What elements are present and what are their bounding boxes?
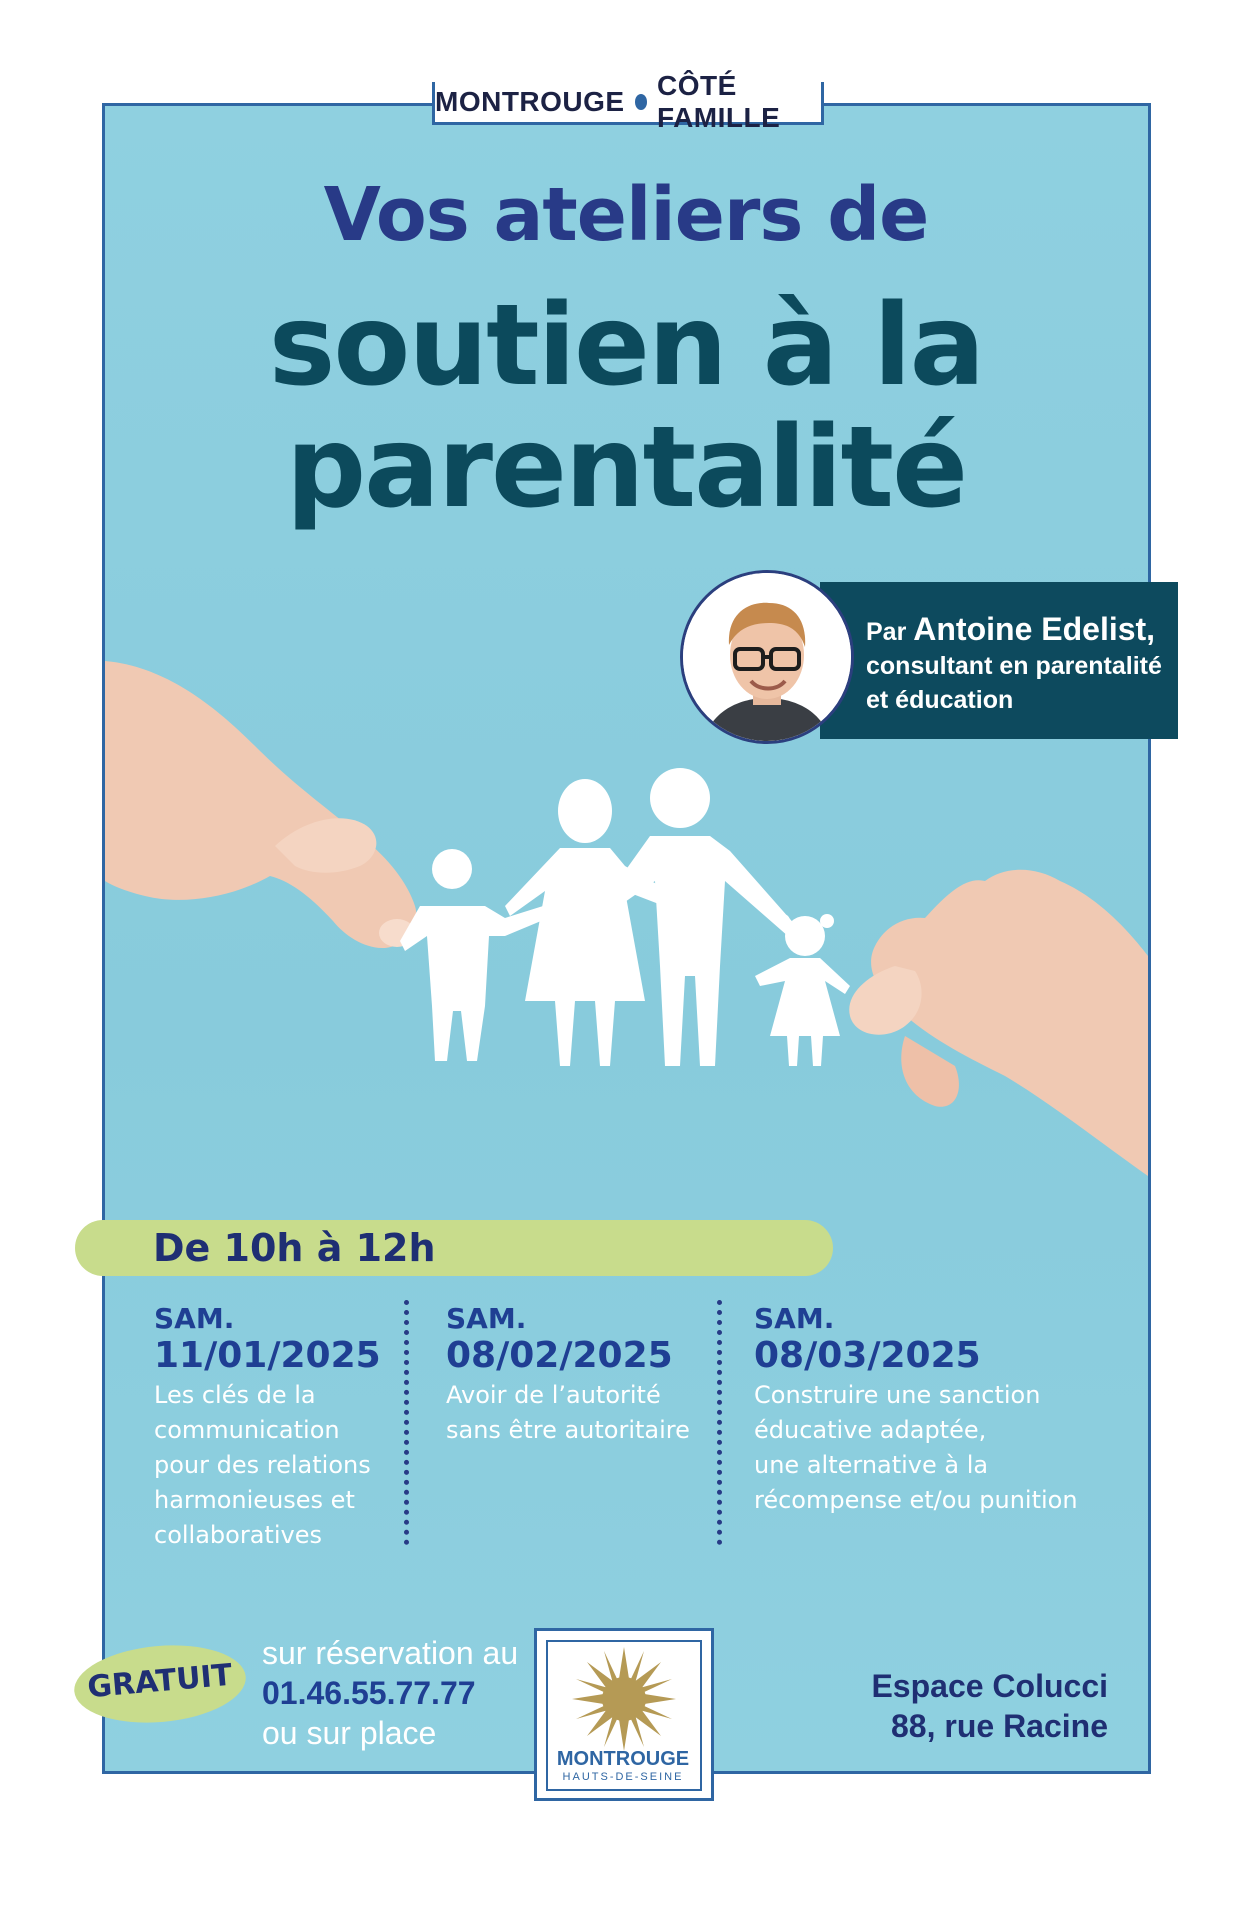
montrouge-logo <box>534 1628 714 1801</box>
speaker-role-2: et éducation <box>866 686 1014 714</box>
topic-line: harmonieuses et <box>154 1486 355 1514</box>
sun-emblem-icon <box>537 1637 711 1757</box>
session-day: SAM. <box>754 1302 835 1335</box>
session-date: 08/03/2025 <box>754 1335 981 1376</box>
topic-line: éducative adaptée, <box>754 1416 987 1444</box>
paper-family-icon <box>400 768 850 1066</box>
venue-info <box>870 1666 1108 1746</box>
session-topic <box>754 1378 1078 1518</box>
bullet-dot-icon <box>635 94 647 110</box>
topic-line: Construire une sanction <box>754 1381 1041 1409</box>
session-topic <box>154 1378 381 1553</box>
portrait-icon <box>683 573 851 741</box>
reservation-info <box>262 1633 518 1753</box>
venue-name: Espace Colucci <box>871 1668 1108 1704</box>
dotted-separator <box>717 1300 722 1545</box>
title-line-3: parentalité <box>285 403 967 533</box>
title-line-2: soutien à la <box>268 281 984 411</box>
title-line-1: Vos ateliers de <box>323 172 929 258</box>
session-day: SAM. <box>446 1302 527 1335</box>
topic-line: communication <box>154 1416 340 1444</box>
topic-line: pour des relations <box>154 1451 371 1479</box>
topic-line: collaboratives <box>154 1521 322 1549</box>
topic-line: Avoir de l’autorité <box>446 1381 661 1409</box>
logo-subtitle: HAUTS-DE-SEINE <box>562 1771 684 1783</box>
left-hand-icon <box>105 661 416 948</box>
session-date: 11/01/2025 <box>154 1335 381 1376</box>
logo-wordmark: MONTROUGE <box>556 1748 690 1770</box>
header-tag <box>432 70 824 133</box>
free-badge-text: GRATUIT <box>85 1657 234 1706</box>
topic-line: une alternative à la <box>754 1451 989 1479</box>
speaker-name: Antoine Edelist, <box>913 611 1156 647</box>
session-date: 08/02/2025 <box>446 1335 673 1376</box>
venue-address: 88, rue Racine <box>891 1708 1108 1744</box>
time-text: De 10h à 12h <box>153 1226 436 1270</box>
topic-line: récompense et/ou punition <box>754 1486 1078 1514</box>
session-2 <box>446 1302 690 1448</box>
right-hand-icon <box>849 870 1148 1176</box>
speaker-avatar <box>680 570 854 744</box>
session-topic <box>446 1378 690 1448</box>
session-3 <box>754 1302 1078 1518</box>
session-day: SAM. <box>154 1302 235 1335</box>
speaker-text <box>866 612 1162 717</box>
dotted-separator <box>404 1300 409 1545</box>
reservation-line-1: sur réservation au <box>262 1635 519 1671</box>
session-1 <box>154 1302 381 1553</box>
reservation-line-3: ou sur place <box>262 1715 437 1751</box>
speaker-prefix: Par <box>866 618 907 646</box>
topic-line: Les clés de la <box>154 1381 316 1409</box>
topic-line: sans être autoritaire <box>446 1416 690 1444</box>
speaker-role-1: consultant en parentalité <box>866 652 1162 680</box>
time-banner <box>75 1220 833 1276</box>
speaker-banner <box>820 582 1178 739</box>
phone-number[interactable]: 01.46.55.77.77 <box>262 1675 476 1711</box>
header-left: MONTROUGE <box>435 86 625 117</box>
header-right: CÔTÉ FAMILLE <box>657 70 781 133</box>
